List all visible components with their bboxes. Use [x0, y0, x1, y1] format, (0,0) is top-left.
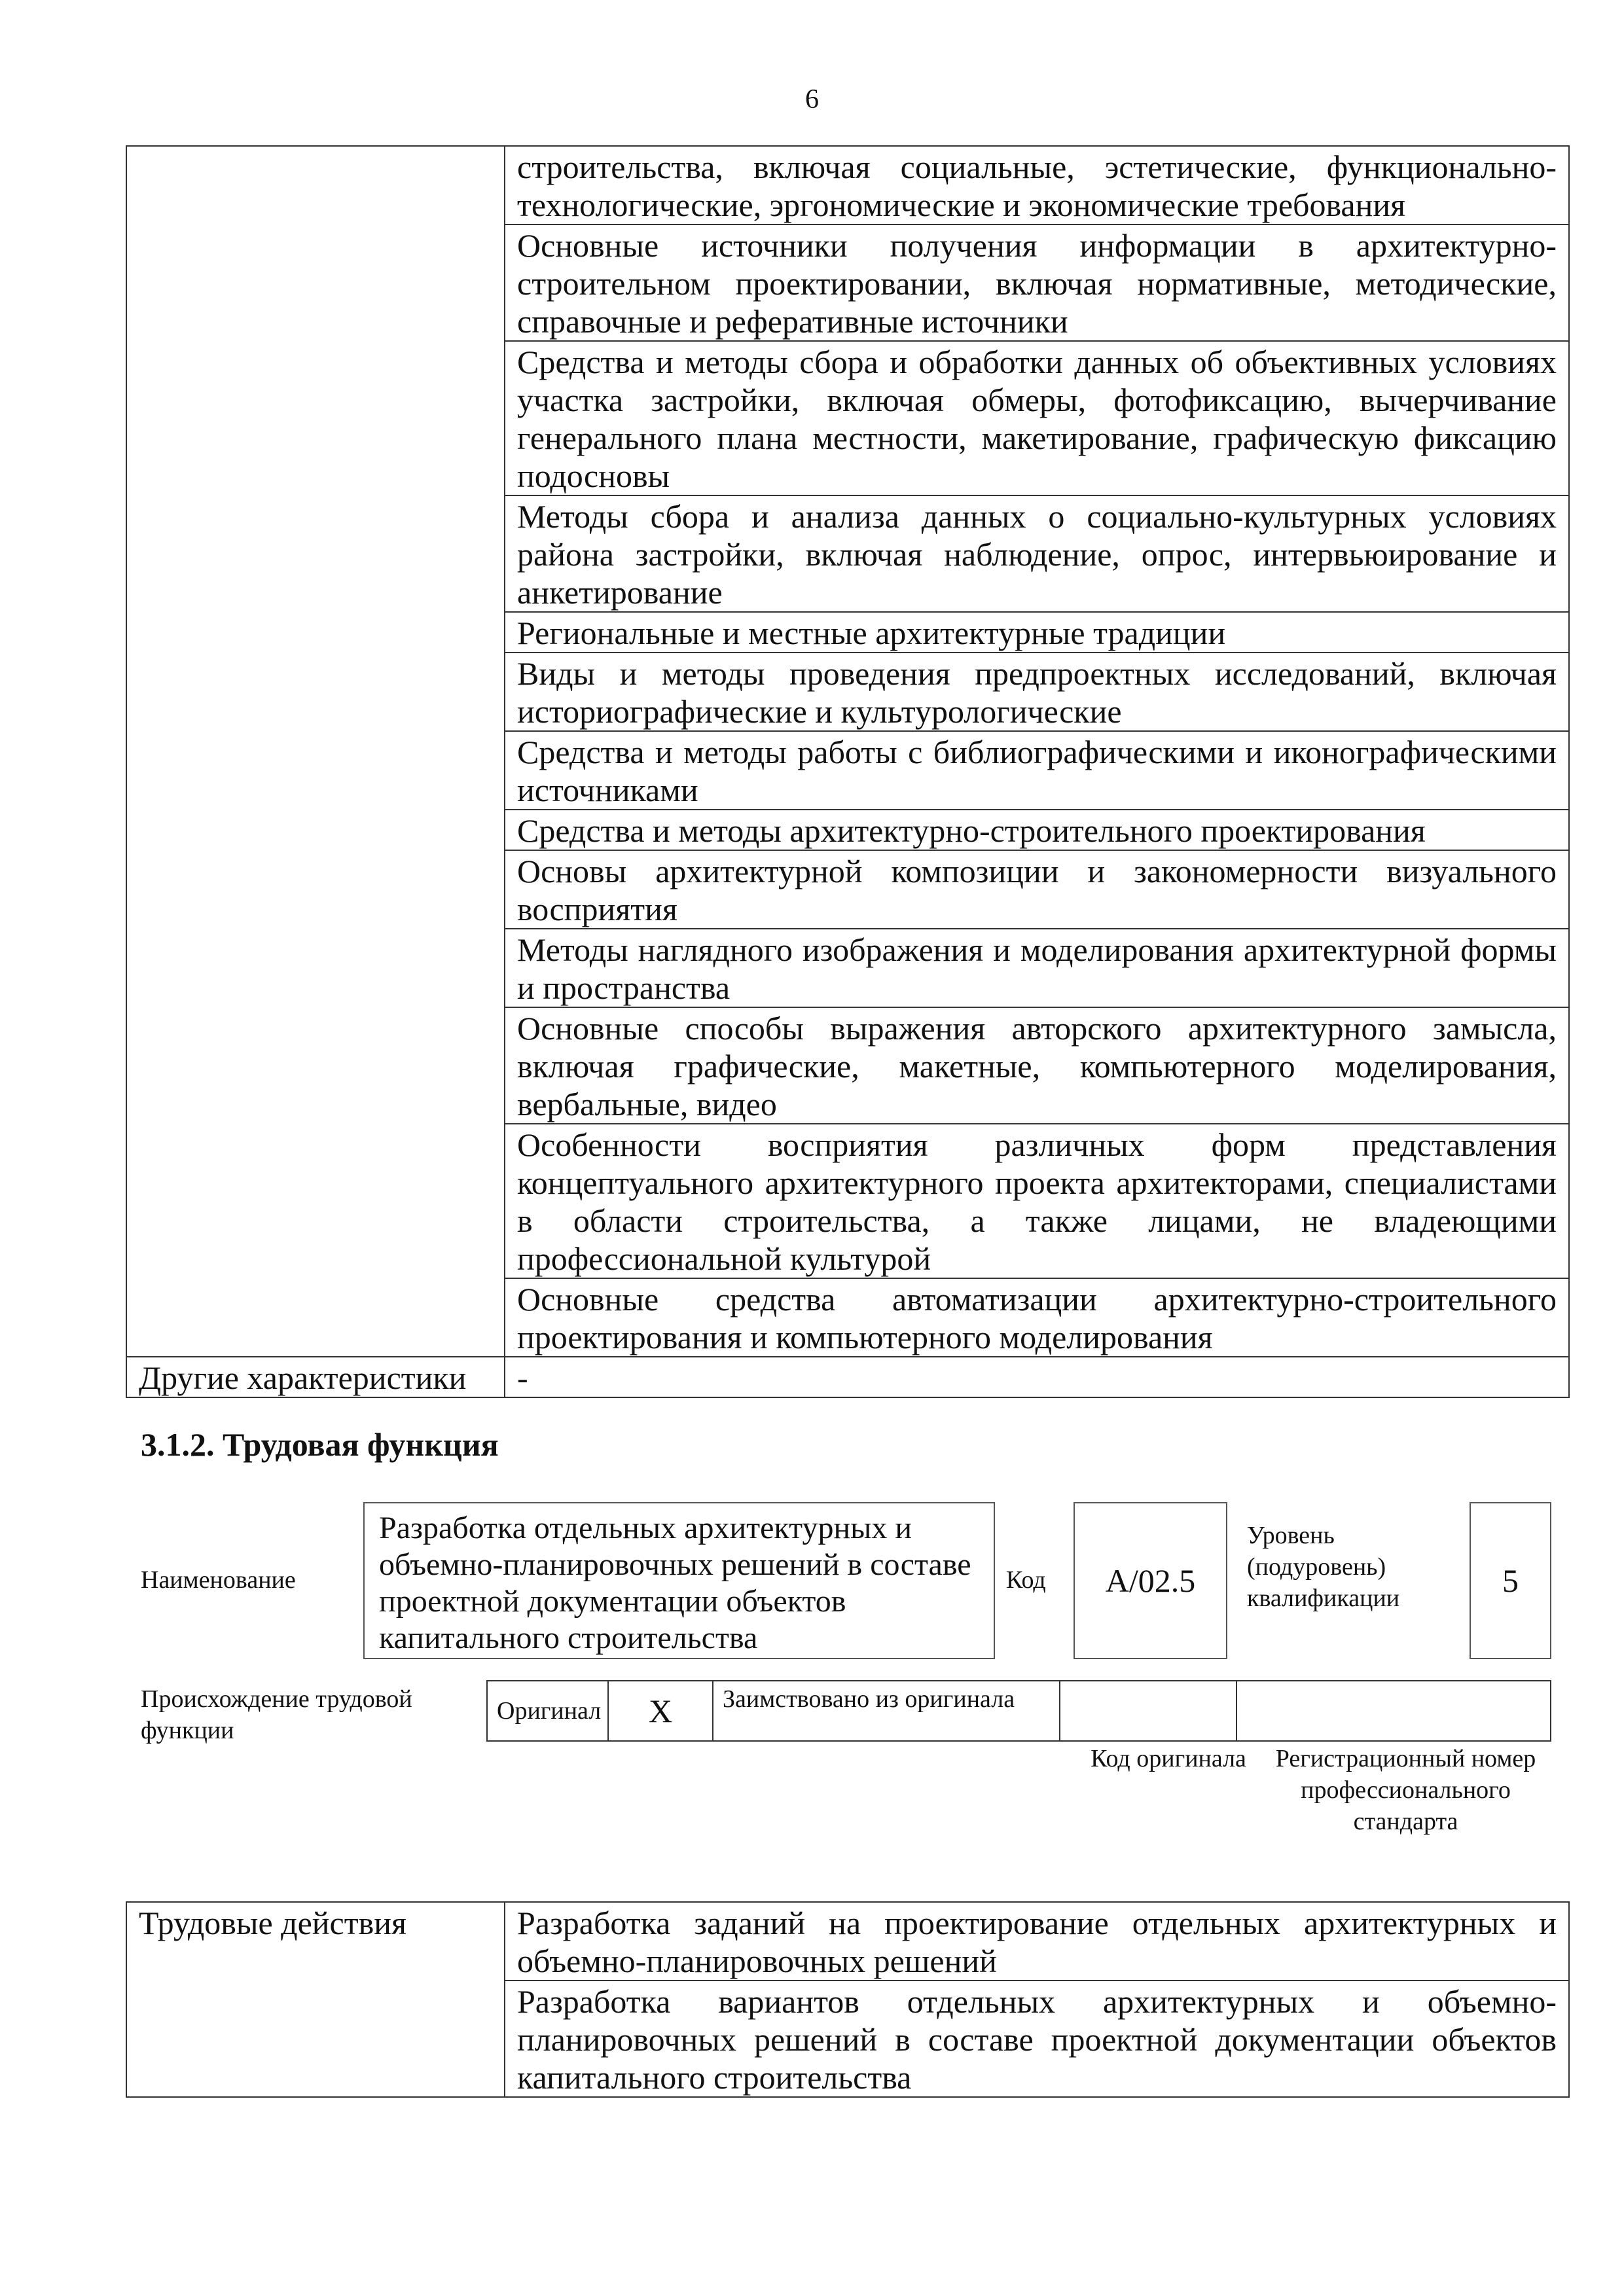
knowledge-item: Методы наглядного изображения и моделирования архитектурной формы и пространства — [505, 929, 1569, 1007]
knowledge-label-cell — [126, 146, 505, 1357]
original-code-cell — [1060, 1681, 1236, 1741]
labor-action-item: Разработка вариантов отдельных архитектурных и объемно-планировочных решений в составе проектной документации объектов капитального строительства — [505, 1981, 1569, 2097]
section-heading: 3.1.2. Трудовая функция — [141, 1426, 499, 1463]
labor-actions-table — [126, 1901, 1570, 2098]
knowledge-item: Региональные и местные архитектурные традиции — [505, 612, 1569, 653]
other-characteristics-value: - — [505, 1357, 1569, 1397]
table-row — [487, 1681, 1551, 1741]
name-label: Наименование — [141, 1566, 296, 1594]
page-number: 6 — [805, 84, 819, 115]
labor-actions-label: Трудовые действия — [126, 1902, 505, 2097]
other-characteristics-label: Другие характеристики — [126, 1357, 505, 1397]
knowledge-item: Основы архитектурной композиции и закономерности визуального восприятия — [505, 850, 1569, 929]
labor-action-item: Разработка заданий на проектирование отдельных архитектурных и объемно-планировочных решений — [505, 1902, 1569, 1981]
knowledge-table-body — [126, 146, 1569, 1397]
registration-number-cell — [1236, 1681, 1551, 1741]
function-code-box: А/02.5 — [1074, 1502, 1227, 1659]
origin-table-body — [487, 1681, 1551, 1741]
table-row — [126, 146, 1569, 224]
knowledge-item: Методы сбора и анализа данных о социально-культурных условиях района застройки, включая наблюдение, опрос, интервьюирование и анкетирование — [505, 495, 1569, 612]
original-label: Оригинал — [487, 1681, 608, 1741]
knowledge-item: Виды и методы проведения предпроектных исследований, включая историографические и культурологические — [505, 653, 1569, 731]
knowledge-table — [126, 145, 1570, 1398]
function-name-box: Разработка отдельных архитектурных и объемно-планировочных решений в составе проектной документации объектов капитального строительства — [363, 1502, 995, 1659]
registration-number-caption: Регистрационный номер профессионального стандарта — [1275, 1745, 1536, 1835]
qualification-level-box: 5 — [1470, 1502, 1551, 1659]
qualification-level-label: Уровень (подуровень) квалификации — [1247, 1522, 1400, 1612]
knowledge-item: Основные средства автоматизации архитектурно-строительного проектирования и компьютерного моделирования — [505, 1278, 1569, 1357]
other-characteristics-row — [126, 1357, 1569, 1397]
labor-actions-table-body — [126, 1902, 1569, 2097]
original-mark: X — [608, 1681, 713, 1741]
borrowed-label: Заимствовано из оригинала — [713, 1681, 1060, 1741]
knowledge-item: строительства, включая социальные, эстетические, функционально-технологические, эргономические и экономические требования — [505, 146, 1569, 224]
original-code-caption: Код оригинала — [1091, 1745, 1246, 1772]
knowledge-item: Средства и методы сбора и обработки данных об объективных условиях участка застройки, включая обмеры, фотофиксацию, вычерчивание генерального плана местности, макетирование, графическую фиксацию подосновы — [505, 341, 1569, 495]
knowledge-item: Основные источники получения информации в архитектурно-строительном проектировании, включая нормативные, методические, справочные и реферативные источники — [505, 224, 1569, 341]
table-row — [126, 1902, 1569, 1981]
code-label: Код — [1006, 1566, 1046, 1594]
origin-label: Происхождение трудовой функции — [141, 1685, 412, 1744]
knowledge-item: Особенности восприятия различных форм представления концептуального архитектурного проекта архитекторами, специалистами в области строительства, а также лицами, не владеющими профессиональной культурой — [505, 1124, 1569, 1278]
knowledge-item: Средства и методы архитектурно-строительного проектирования — [505, 810, 1569, 850]
origin-table — [486, 1680, 1551, 1742]
knowledge-item: Основные способы выражения авторского архитектурного замысла, включая графические, макетные, компьютерного моделирования, вербальные, видео — [505, 1007, 1569, 1124]
knowledge-item: Средства и методы работы с библиографическими и иконографическими источниками — [505, 731, 1569, 810]
